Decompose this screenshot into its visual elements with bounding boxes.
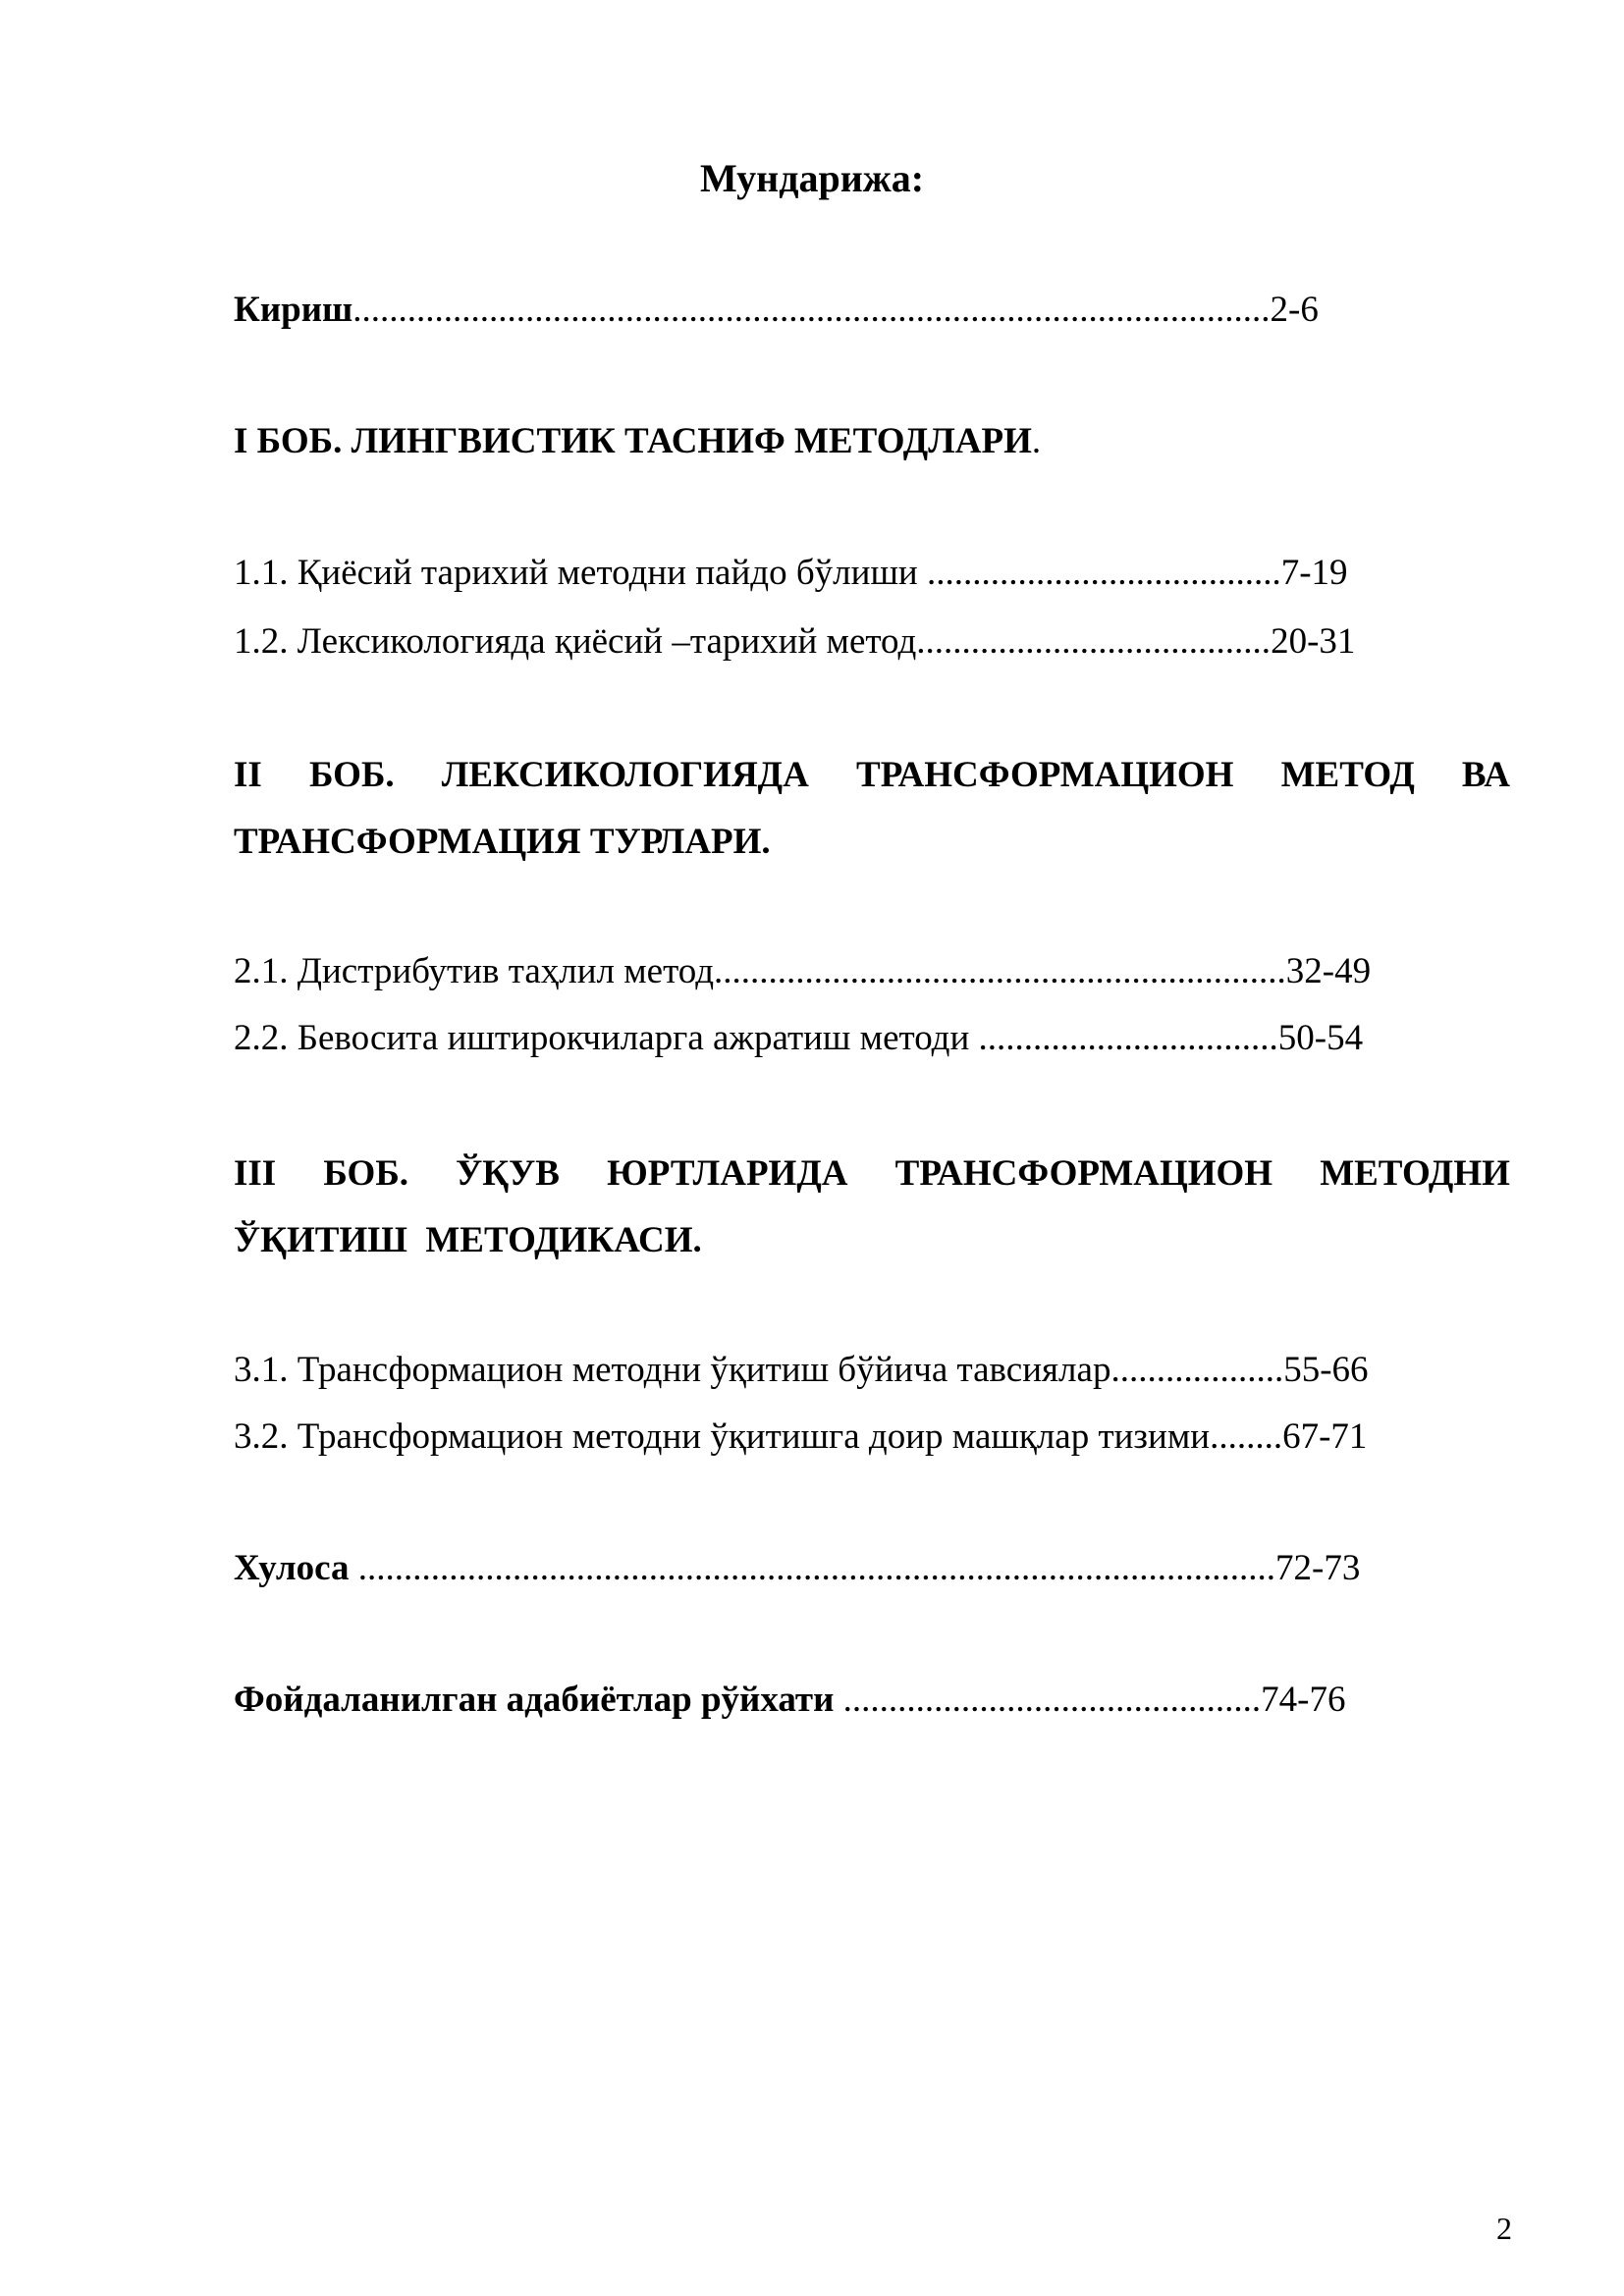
chapter-word: ТРАНСФОРМАЦИОН — [856, 755, 1234, 795]
toc-section-2-1[interactable] — [234, 950, 1371, 993]
toc-text: 1.1. Қиёсий тарихий методни пайдо бўлиши ....................................... — [234, 553, 1281, 593]
chapter-word: МЕТОД — [1280, 755, 1415, 795]
toc-pages: 20-31 — [1271, 621, 1356, 662]
chapter-word: II — [234, 755, 262, 795]
toc-pages: 2-6 — [1270, 290, 1319, 330]
toc-label: Хулоса — [234, 1548, 350, 1588]
toc-section-2-2[interactable] — [234, 1017, 1363, 1060]
toc-pages: 50-54 — [1277, 1018, 1364, 1058]
toc-chapter-1[interactable] — [234, 420, 1041, 463]
toc-pages: 55-66 — [1283, 1350, 1369, 1390]
toc-text: 2.2. Бевосита иштирокчиларга ажратиш методи ................................. — [234, 1018, 1278, 1058]
chapter-word: ТРАНСФОРМАЦИОН — [894, 1153, 1273, 1194]
page-title: Мундарижа: — [699, 156, 925, 200]
toc-section-1-2[interactable] — [234, 620, 1355, 664]
toc-text: 3.1. Трансформацион методни ўқитиш бўйича тавсиялар................... — [234, 1350, 1284, 1390]
toc-section-3-2[interactable] — [234, 1415, 1367, 1459]
chapter-punct: . — [1031, 421, 1042, 461]
toc-entry-intro[interactable] — [234, 289, 1319, 332]
toc-pages: 67-71 — [1282, 1416, 1368, 1457]
chapter-title-line-2-text: ЎҚИТИШ МЕТОДИКАСИ. — [234, 1220, 702, 1260]
toc-dots: ..................................................................................................... — [352, 290, 1271, 330]
page-number: 2 — [1496, 2211, 1512, 2246]
chapter-word: БОБ. — [323, 1153, 409, 1194]
chapter-word: ВА — [1461, 755, 1510, 795]
toc-pages: 72-73 — [1275, 1548, 1361, 1588]
toc-text: 1.2. Лексикологияда қиёсий –тарихий метод....................................... — [234, 621, 1272, 662]
chapter-word: ЎҚУВ — [456, 1153, 560, 1194]
toc-section-1-1[interactable] — [234, 552, 1348, 595]
toc-chapter-3[interactable] — [234, 1141, 1510, 1274]
chapter-title-line-2 — [234, 809, 1510, 876]
toc-label: Фойдаланилган адабиётлар рўйхати — [234, 1680, 835, 1720]
chapter-title-line-2-text: ТРАНСФОРМАЦИЯ ТУРЛАРИ. — [234, 822, 771, 862]
toc-text: 3.2. Трансформацион методни ўқитишга доир машқлар тизими........ — [234, 1416, 1283, 1457]
toc-dots: .............................................. — [834, 1680, 1262, 1720]
toc-pages: 74-76 — [1261, 1680, 1346, 1720]
chapter-title-line-1 — [234, 1141, 1510, 1207]
chapter-title-line-2 — [234, 1207, 1510, 1274]
chapter-word: МЕТОДНИ — [1320, 1153, 1510, 1194]
chapter-title-line-1 — [234, 742, 1510, 809]
chapter-word: ЛЕКСИКОЛОГИЯДА — [441, 755, 809, 795]
chapter-word: ЮРТЛАРИДА — [607, 1153, 848, 1194]
toc-section-3-1[interactable] — [234, 1349, 1369, 1392]
toc-dots: ..................................................................................................... — [349, 1548, 1276, 1588]
toc-pages: 32-49 — [1285, 951, 1372, 991]
toc-label: Кириш — [234, 290, 353, 330]
toc-chapter-2[interactable] — [234, 742, 1510, 876]
toc-text: 2.1. Дистрибутив таҳлил метод............................................................... — [234, 951, 1286, 991]
chapter-title: I БОБ. ЛИНГВИСТИК ТАСНИФ МЕТОДЛАРИ — [234, 421, 1032, 461]
toc-entry-references[interactable] — [234, 1679, 1345, 1722]
chapter-word: БОБ. — [308, 755, 395, 795]
toc-entry-conclusion[interactable] — [234, 1547, 1360, 1590]
toc-pages: 7-19 — [1280, 553, 1348, 593]
chapter-word: III — [234, 1153, 277, 1194]
